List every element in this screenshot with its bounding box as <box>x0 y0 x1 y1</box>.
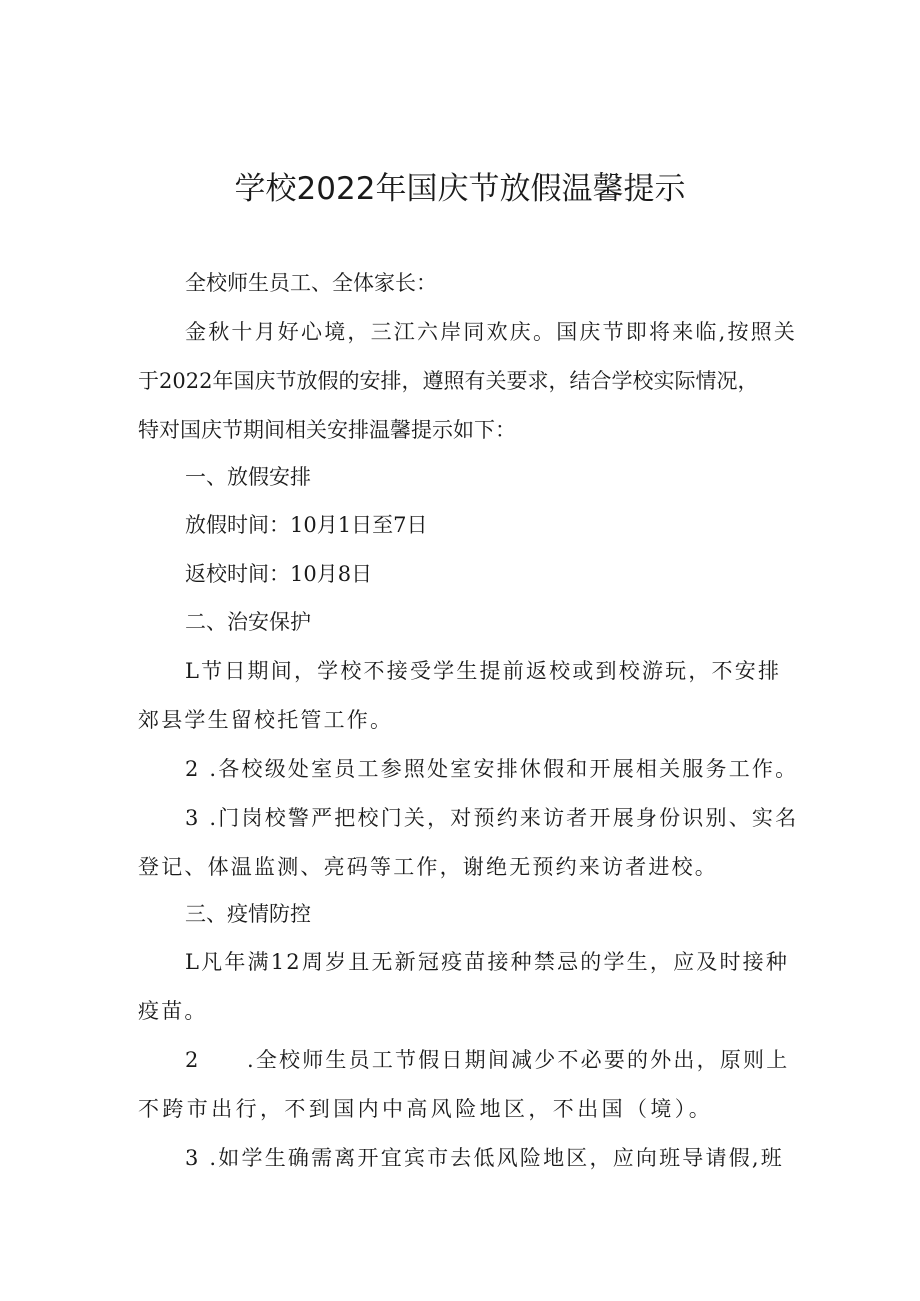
epidemic-item-1-line-2: 疫苗。 <box>138 999 208 1023</box>
epidemic-item-3-line-1: 3 .如学生确需离开宜宾市去低风险地区，应向班导请假,班 <box>185 1146 784 1170</box>
security-item-2: 2 .各校级处室员工参照处室安排休假和开展相关服务工作。 <box>185 757 799 781</box>
epidemic-item-1-line-1: L凡年满12周岁且无新冠疫苗接种禁忌的学生，应及时接种 <box>185 950 790 974</box>
document-title: 学校2022年国庆节放假温馨提示 <box>234 171 686 207</box>
intro-line-1: 金秋十月好心境，三江六岸同欢庆。国庆节即将来临,按照关 <box>185 320 798 344</box>
security-item-3-line-1: 3 .门岗校警严把校门关，对预约来访者开展身份识别、实名 <box>185 806 799 830</box>
holiday-period: 放假时间：10月1日至7日 <box>185 513 428 537</box>
security-item-1-line-2: 郊县学生留校托管工作。 <box>138 708 394 732</box>
security-item-1-line-1: L节日期间，学校不接受学生提前返校或到校游玩，不安排 <box>185 659 782 683</box>
salutation: 全校师生员工、全体家长： <box>185 271 437 295</box>
intro-line-3: 特对国庆节期间相关安排温馨提示如下： <box>138 418 516 442</box>
intro-line-2: 于2022年国庆节放假的安排，遵照有关要求，结合学校实际情况， <box>138 369 759 393</box>
section-heading-epidemic: 三、疫情防控 <box>185 902 311 926</box>
security-item-3-line-2: 登记、体温监测、亮码等工作，谢绝无预约来访者进校。 <box>138 855 718 879</box>
section-heading-holiday: 一、放假安排 <box>185 465 311 489</box>
epidemic-item-2-line-1: 2 .全校师生员工节假日期间减少不必要的外出，原则上 <box>185 1048 790 1072</box>
epidemic-item-2-line-2: 不跨市出行，不到国内中高风险地区，不出国（境）。 <box>138 1097 714 1121</box>
section-heading-security: 二、治安保护 <box>185 610 311 634</box>
return-date: 返校时间：10月8日 <box>185 562 373 586</box>
